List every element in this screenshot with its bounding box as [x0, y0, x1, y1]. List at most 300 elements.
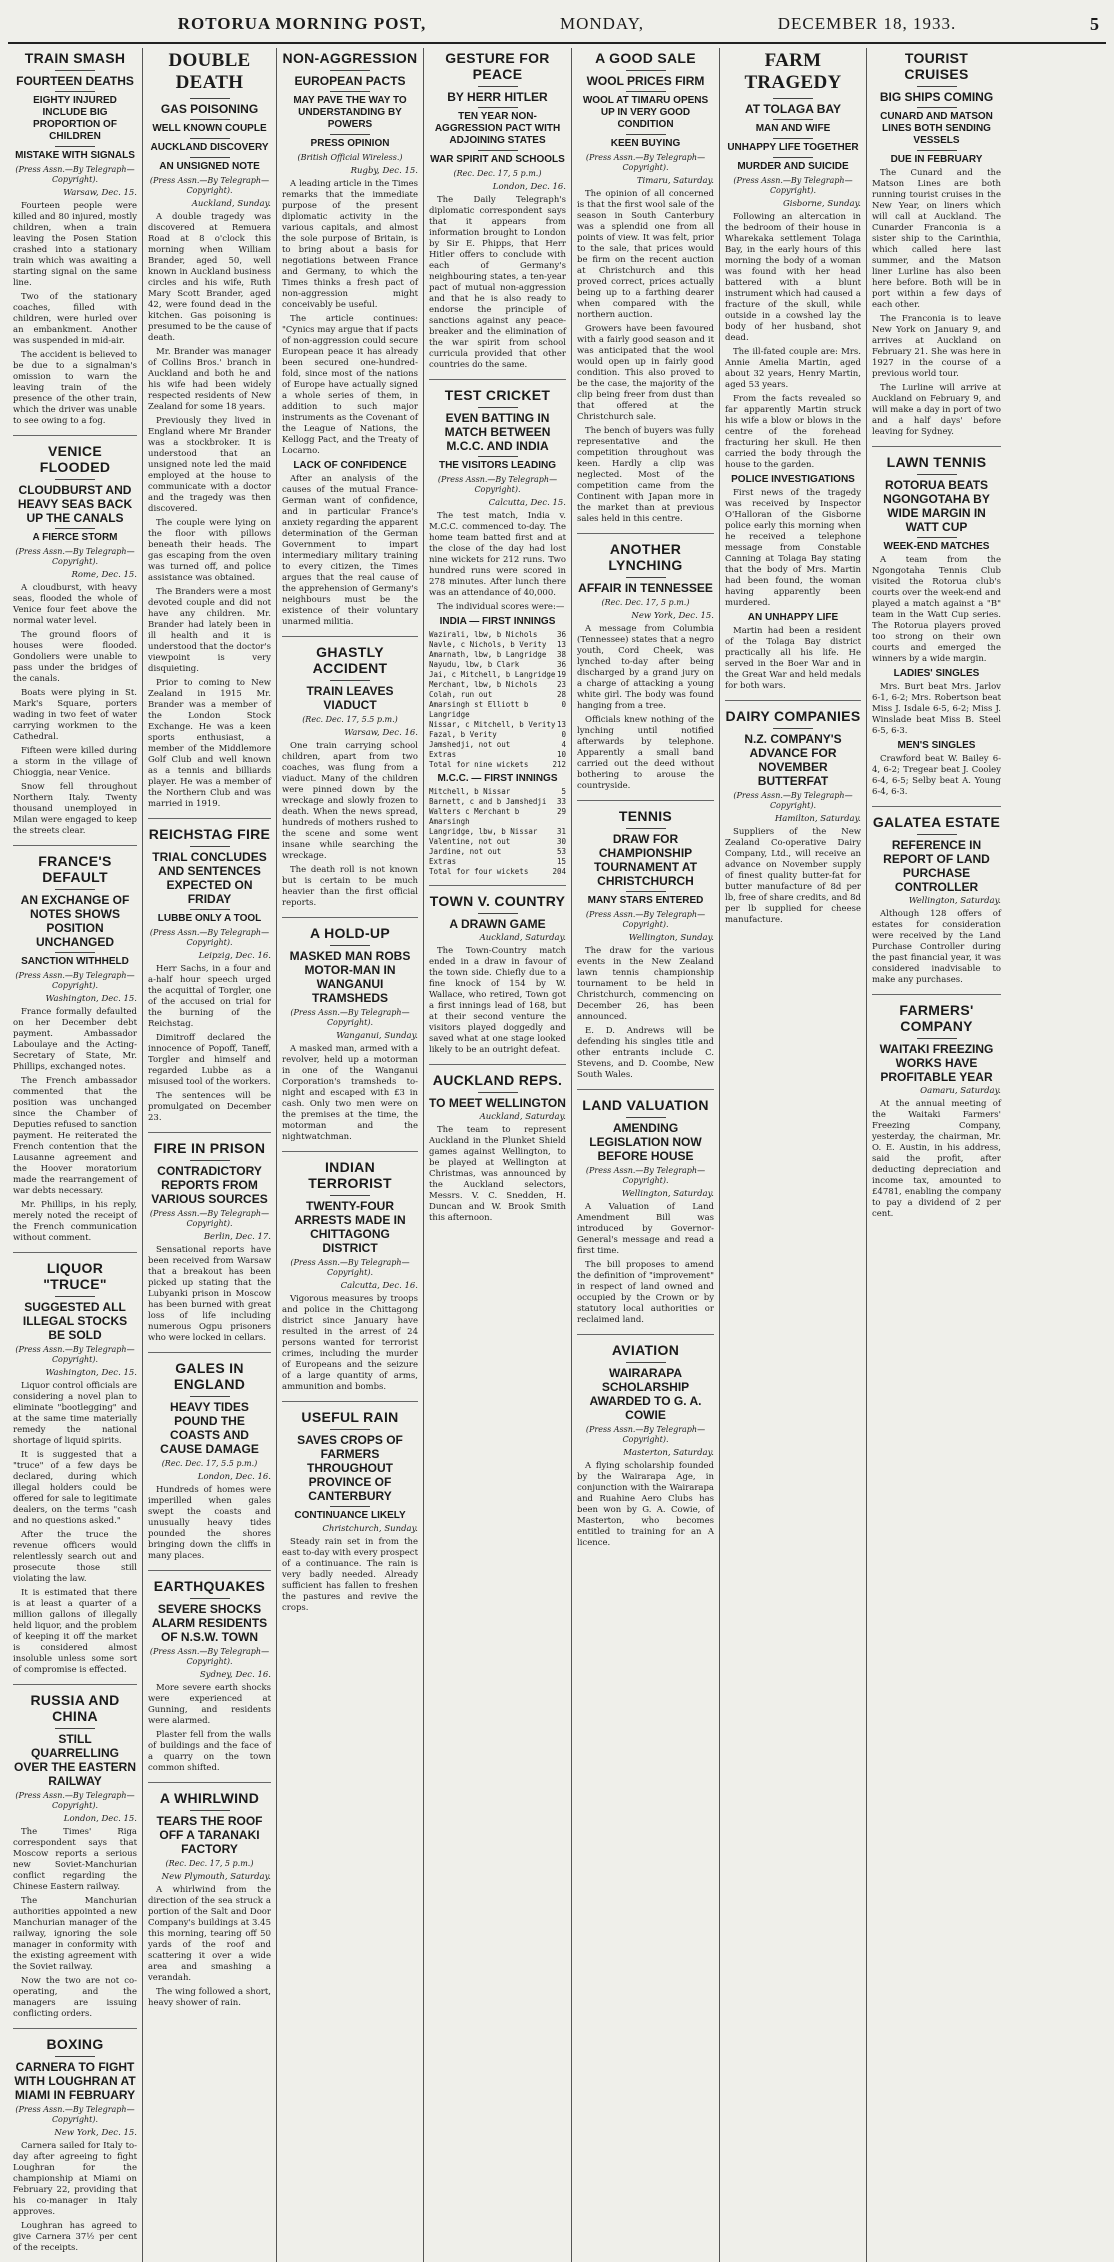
article-paragraph: The ground floors of houses were flooded. Gondoliers were unable to pass under the bridges of the canals.: [13, 630, 137, 684]
runs: 5: [561, 787, 566, 796]
article: [577, 50, 714, 525]
scorecard-row: [429, 807, 566, 827]
article-headline: TENNIS: [618, 808, 673, 824]
batsman: Mitchell, b Nissar: [429, 787, 511, 796]
divider: [330, 1195, 370, 1196]
article-headline: VENICE FLOODED: [39, 443, 111, 475]
dateline: Christchurch, Sunday.: [322, 1524, 418, 1534]
scorecard-row: [429, 650, 566, 660]
article-headline: FRANCE'S DEFAULT: [38, 853, 112, 885]
divider: [478, 107, 518, 108]
divider: [917, 1038, 957, 1039]
divider: [626, 1117, 666, 1118]
article-paragraph: The Daily Telegraph's diplomatic correspondent says that it appears from information brought to London by Sir E. Phipps, that Herr Hitler offers to conclude with each of Germany's neighbouring states, a ten-year pact of mutual non-aggression and that he is also ready to endorse the principle of sanctions against any peace-breaker and the elimination of the war spirit from school curricula provided that other countries do the same.: [429, 195, 566, 370]
scorecard-row: [429, 700, 566, 720]
scorecard: [429, 787, 566, 877]
article-headline: A GOOD SALE: [595, 50, 696, 66]
article-paragraph: Mr. Brander was manager of Collins Bros.' branch in Auckland and both he and his wife had been widely respected residents of New Zealand for some 18 years.: [148, 347, 271, 412]
scorecard-row: [429, 640, 566, 650]
wire-credit: (Press Assn.—By Telegraph—Copyright).: [585, 153, 706, 172]
divider: [917, 474, 957, 475]
runs: 28: [556, 690, 566, 699]
runs: 0: [561, 730, 566, 739]
runs: 204: [552, 867, 566, 876]
article-paragraph: Plaster fell from the walls of buildings and the face of a quarry on the town common shifted.: [148, 1730, 271, 1773]
dateline: Hamilton, Saturday.: [774, 814, 861, 824]
article-paragraph: The individual scores were:—: [437, 602, 565, 612]
article-subheading: EVEN BATTING IN MATCH BETWEEN M.C.C. AND INDIA: [444, 411, 551, 453]
article-paragraph: First news of the tragedy was received by Inspector O'Halloran of the Gisborne police early this morning when he received a telephone message from Constable Canning at Tolaga Bay stating that the body of Mrs. Martin had been found, the woman having apparently been murdered.: [725, 488, 861, 608]
wire-credit: (Press Assn.—By Telegraph—Copyright).: [290, 1008, 410, 1027]
article-subheading: EUROPEAN PACTS: [294, 74, 406, 88]
article-subheading: TO MEET WELLINGTON: [429, 1096, 566, 1110]
article-paragraph: The Franconia is to leave New York on January 9, and arrives at Auckland on February 21. She was here in 1927 in the course of a previous world tour.: [872, 314, 1001, 379]
article-paragraph: At the annual meeting of the Waitaki Farmers' Freezing Company, yesterday, the chairman, Mr. O. E. Austin, in his address, said the profit, after deducting depreciation and income tax, amounted to £4781, enabling the company to pay a dividend of 2 per cent.: [872, 1099, 1001, 1219]
divider: [917, 834, 957, 835]
divider: [55, 70, 95, 71]
divider: [330, 1506, 370, 1507]
dateline: New Plymouth, Saturday.: [161, 1872, 271, 1882]
article: [282, 1151, 418, 1393]
article: [148, 818, 271, 1124]
wire-credit: (Press Assn.—By Telegraph—Copyright).: [585, 910, 706, 929]
divider: [626, 134, 666, 135]
dateline: London, Dec. 16.: [492, 182, 566, 192]
article: [872, 446, 1001, 798]
wire-credit: (Press Assn.—By Telegraph—Copyright).: [15, 2105, 135, 2124]
article-paragraph: Following an altercation in the bedroom of their house in Wharekaka settlement Tolaga Bay, in the early hours of this morning the body of a woman was found with her head battered with a blunt instrument which had caused a fracture of the skull, while outside in a cowshed lay the body of her husband, shot dead.: [725, 212, 861, 343]
article: [577, 800, 714, 1081]
article-paragraph: The accident is believed to be due to a signalman's omission to warn the leaving train of the presence of the other train, which the driver was unable to see owing to a fog.: [13, 350, 137, 426]
runs: 30: [556, 837, 566, 846]
divider: [190, 909, 230, 910]
article-paragraph: The Times' Riga correspondent says that Moscow reports a serious new Soviet-Manchurian conflict regarding the Chinese Eastern railway.: [13, 1827, 137, 1892]
scorecard-row: [429, 797, 566, 807]
runs: 212: [552, 760, 566, 769]
article-paragraph: Snow fell throughout Northern Italy. Twenty thousand unemployed in Milan were engaged to keep the streets clear.: [13, 782, 137, 836]
runs: 33: [556, 797, 566, 806]
divider: [478, 456, 518, 457]
article-headline: AVIATION: [611, 1342, 680, 1358]
divider: [330, 134, 370, 135]
article-paragraph: The Branders were a most devoted couple and did not have any children. Mr. Brander had lately been in ill health and it is understood that the doctor's viewpoint is very disquieting.: [148, 587, 271, 674]
article-subheading: A DRAWN GAME: [449, 917, 546, 931]
article-subheading: MAY PAVE THE WAY TO UNDERSTANDING BY POWERS: [293, 95, 407, 130]
article-paragraph: The death roll is not known but is certain to be much heavier than the first official reports.: [282, 865, 418, 908]
batsman: Fazal, b Verity: [429, 730, 497, 739]
dateline: Washington, Dec. 15.: [45, 994, 137, 1004]
article: [148, 1782, 271, 2009]
article: [429, 1064, 566, 1224]
article: [148, 1132, 271, 1344]
divider: [773, 98, 813, 99]
article-subheading: SUGGESTED ALL ILLEGAL STOCKS BE SOLD: [22, 1300, 128, 1342]
article-headline: TRAIN SMASH: [24, 50, 126, 66]
divider: [190, 1598, 230, 1599]
scorecard-row: [429, 740, 566, 750]
article-subheading: MAN AND WIFE: [755, 123, 831, 134]
article-subheading: MISTAKE WITH SIGNALS: [15, 150, 135, 161]
article-paragraph: It is estimated that there is at least a quarter of a million gallons of illegally held liquor, and the problem of keeping it off the market is considered almost insoluble unless some sort of compromise is effected.: [13, 1588, 137, 1675]
section-subheading: AN UNHAPPY LIFE: [747, 612, 839, 623]
wire-credit: (Press Assn.—By Telegraph—Copyright).: [149, 176, 270, 195]
batsman: Barnett, c and b Jamshedji: [429, 797, 547, 806]
issue-date: DECEMBER 18, 1933.: [777, 14, 957, 33]
article-paragraph: The Cunard and the Matson Lines are both running tourist cruises in the New Year, on liners which will call at Auckland. The Cunarder Franconia is a sister ship to the Carinthia, which called here last summer, and the Matson liner Lurline has also been here before. Both will be in port within a few days of each other.: [872, 168, 1001, 310]
divider: [917, 107, 957, 108]
article-headline: LAWN TENNIS: [886, 454, 987, 470]
article-paragraph: Although 128 offers of estates for consideration were received by the Land Purchase Controller during the past financial year, it was considered inadvisable to make any purchases.: [872, 909, 1001, 985]
article: [13, 1252, 137, 1676]
dateline: Rome, Dec. 15.: [71, 570, 137, 580]
article: [13, 50, 137, 427]
article-subheading: UNHAPPY LIFE TOGETHER: [727, 142, 859, 153]
article: [13, 2028, 137, 2254]
scorecard-row: [429, 680, 566, 690]
article-headline: GALATEA ESTATE: [872, 814, 1001, 830]
scorecard-row: [429, 787, 566, 797]
article: [282, 1401, 418, 1614]
article-subheading: CONTRADICTORY REPORTS FROM VARIOUS SOURCES: [151, 1164, 268, 1206]
divider: [478, 1092, 518, 1093]
divider: [55, 479, 95, 480]
batsman: Extras: [429, 750, 457, 759]
runs: 23: [556, 680, 566, 689]
article-paragraph: A masked man, armed with a revolver, held up a motorman in one of the Wanganui Corporation's tramsheds to-night and escaped with £3 in cash. Only two men were on the premises at the time, the motorman and the nightwatchman.: [282, 1044, 418, 1142]
article-paragraph: France formally defaulted on her December debt payment. Ambassador Laboulaye and the Acting-Secretary of State, Mr. Phillips, exchanged notes.: [13, 1007, 137, 1072]
article-paragraph: One train carrying school children, apart from two coaches, was flung from a viaduct. Many of the children were pinned down by the wreckage and slowly frozen to death. When the news spread, hundreds of mothers rushed to the scene and some went insane while searching the wreckage.: [282, 741, 418, 861]
runs: 10: [556, 750, 566, 759]
article-headline: USEFUL RAIN: [301, 1409, 399, 1425]
divider: [773, 138, 813, 139]
batsman: Jai, c Mitchell, b Langridge: [429, 670, 556, 679]
article-paragraph: The wing followed a short, heavy shower of rain.: [148, 1987, 271, 2008]
divider: [478, 150, 518, 151]
divider: [55, 528, 95, 529]
article-paragraph: The couple were lying on the floor with pillows beneath their heads. The gas escaping from the oven was turned off, and police assistance was obtained.: [148, 518, 271, 583]
dateline: Oamaru, Saturday.: [920, 1086, 1001, 1096]
article: [725, 50, 861, 692]
divider: [478, 407, 518, 408]
article-subheading: MASKED MAN ROBS MOTOR-MAN IN WANGANUI TRAMSHEDS: [289, 949, 411, 1005]
scorecard-row: [429, 760, 566, 770]
article-headline: A HOLD-UP: [310, 925, 390, 941]
scorecard-row: [429, 867, 566, 877]
article: [429, 50, 566, 371]
dateline: Warsaw, Dec. 16.: [344, 728, 418, 738]
article-paragraph: E. D. Andrews will be defending his singles title and other entrants include C. Stevens, and D. Coombe, New South Wales.: [577, 1026, 714, 1080]
wire-credit: (Rec. Dec. 17, 5 p.m.): [601, 598, 690, 607]
runs: 36: [556, 630, 566, 639]
article-headline: GALES IN ENGLAND: [173, 1360, 246, 1392]
divider: [55, 1296, 95, 1297]
article-subheading: DRAW FOR CHAMPIONSHIP TOURNAMENT AT CHRISTCHURCH: [593, 832, 698, 888]
runs: 19: [556, 670, 566, 679]
article-subheading: FOURTEEN DEATHS: [16, 74, 134, 88]
wire-credit: (Press Assn.—By Telegraph—Copyright).: [15, 971, 135, 990]
article-subheading: TEARS THE ROOF OFF A TARANAKI FACTORY: [156, 1814, 263, 1856]
batsman: Wazirali, lbw, b Nichols: [429, 630, 538, 639]
dateline: New York, Dec. 15.: [631, 611, 714, 621]
article-subheading: MURDER AND SUICIDE: [737, 161, 849, 172]
batsman: Colah, run out: [429, 690, 493, 699]
article-paragraph: A flying scholarship founded by the Wairarapa Age, in conjunction with the Wairarapa and Ruahine Aero Clubs has been won by G. A. Cowie, of Masterton, who becomes entitled to training for an A licence.: [577, 1461, 714, 1548]
article-headline: TOURIST CRUISES: [904, 50, 969, 82]
article-paragraph: Steady rain set in from the east to-day with every prospect of a continuance. The rain is very badly needed. Already sufficient has fallen to freshen the pastures and revive the crops.: [282, 1537, 418, 1613]
batsman: Navle, c Nichols, b Verity: [429, 640, 547, 649]
batsman: Merchant, lbw, b Nichols: [429, 680, 538, 689]
divider: [626, 91, 666, 92]
article: [429, 885, 566, 1056]
divider: [190, 138, 230, 139]
section-subheading: LACK OF CONFIDENCE: [293, 460, 407, 471]
scorecard-row: [429, 690, 566, 700]
batsman: Langridge, lbw, b Nissar: [429, 827, 538, 836]
article-paragraph: The bill proposes to amend the definition of "improvement" in respect of land owned and occupied by the Crown or by statutory local authorities or reclaimed land.: [577, 1260, 714, 1325]
runs: 15: [556, 857, 566, 866]
runs: 53: [556, 847, 566, 856]
article-subheading: WAIRARAPA SCHOLARSHIP AWARDED TO G. A. COWIE: [589, 1366, 702, 1422]
article-subheading: TEN YEAR NON-AGGRESSION PACT WITH ADJOINING STATES: [434, 111, 561, 146]
dateline: Auckland, Sunday.: [191, 199, 271, 209]
wire-credit: (Rec. Dec. 17, 5.5 p.m.): [161, 1459, 258, 1468]
runs: 4: [561, 740, 566, 749]
wire-credit: (Press Assn.—By Telegraph—Copyright).: [149, 1209, 270, 1228]
section-subheading: MEN'S SINGLES: [897, 740, 976, 751]
article-subheading: TWENTY-FOUR ARRESTS MADE IN CHITTAGONG DISTRICT: [294, 1199, 406, 1255]
article-paragraph: Herr Sachs, in a four and a-half hour speech urged the acquittal of Torgler, one of the accused on trial for the burning of the Reichstag.: [148, 964, 271, 1029]
divider: [55, 889, 95, 890]
article-paragraph: Now the two are not co-operating, and the managers are issuing conflicting orders.: [13, 1976, 137, 2019]
article-subheading: AN EXCHANGE OF NOTES SHOWS POSITION UNCHANGED: [20, 893, 130, 949]
article-subheading: CLOUDBURST AND HEAVY SEAS BACK UP THE CANALS: [17, 483, 133, 525]
article-paragraph: The Manchurian authorities appointed a new Manchurian manager of the railway, ignoring the sole manager in conformity with the existing agreement with the Soviet railway.: [13, 1896, 137, 1972]
article-headline: EARTHQUAKES: [153, 1578, 266, 1594]
article-paragraph: The draw for the various events in the New Zealand lawn tennis championship tournament to be held in Christchurch, commencing on December 26, has been announced.: [577, 946, 714, 1022]
divider: [55, 952, 95, 953]
article-subheading: MANY STARS ENTERED: [587, 895, 704, 906]
divider: [626, 577, 666, 578]
article-subheading: LUBBE ONLY A TOOL: [157, 913, 262, 924]
divider: [55, 91, 95, 92]
wire-credit: (Press Assn.—By Telegraph—Copyright).: [585, 1425, 706, 1444]
batsman: Nissar, c Mitchell, b Verity: [429, 720, 556, 729]
article-subheading: WAR SPIRIT AND SCHOOLS: [430, 154, 565, 165]
scorecard-title: INDIA — FIRST INNINGS: [439, 616, 556, 627]
article-subheading: ROTORUA BEATS NGONGOTAHA BY WIDE MARGIN IN WATT CUP: [883, 478, 990, 534]
article-paragraph: A message from Columbia (Tennessee) states that a negro youth, Cord Cheek, was lynched to-day after being discharged by a grand jury on a charge of attacking a young white girl. The body was found hanging from a tree.: [577, 624, 714, 711]
article-subheading: AUCKLAND DISCOVERY: [150, 142, 269, 153]
article-paragraph: The Lurline will arrive at Auckland on February 9, and will make a day in port of two and a half days' before leaving for Sydney.: [872, 383, 1001, 437]
article-paragraph: After an analysis of the causes of the mutual France-German want of confidence, and in particular France's anxiety regarding the apparent determination of the German Government to impart intermediary military training to every citizen, the Times argues that the real cause of the apprehension of Germany's neighbours must be the existence of their voluntary unarmed militia.: [282, 474, 418, 627]
divider: [917, 150, 957, 151]
article-paragraph: The bench of buyers was fully representative and the competition throughout was keen. Hardly a clip was neglected. Most of the competition came from the Continent with Japan more in the market than at previous sales held in this centre.: [577, 426, 714, 524]
article: [872, 994, 1001, 1220]
article-paragraph: Martin had been a resident of the Tolaga Bay district practically all his life. He served in the Boer War and in the Great War and held medals for both wars.: [725, 626, 861, 691]
wire-credit: (Rec. Dec. 17, 5.5 p.m.): [302, 715, 398, 724]
article-paragraph: The opinion of all concerned is that the first wool sale of the season in South Canterbury was a splendid one from all points of view. It was felt, prior to the sale, that prices would be firm on the recent auction at Christchurch and this proved correct, prices actually being up to a farthing dearer when compared with the northern auction.: [577, 189, 714, 320]
divider: [330, 1429, 370, 1430]
runs: 36: [556, 660, 566, 669]
article-headline: AUCKLAND REPS.: [432, 1072, 563, 1088]
dateline: Warsaw, Dec. 15.: [63, 188, 137, 198]
scorecard-title: M.C.C. — FIRST INNINGS: [437, 773, 558, 784]
divider: [773, 157, 813, 158]
batsman: Jardine, not out: [429, 847, 502, 856]
article-headline: ANOTHER LYNCHING: [608, 541, 683, 573]
article-subheading: WELL KNOWN COUPLE: [152, 123, 267, 134]
dateline: Wellington, Saturday.: [621, 1189, 714, 1199]
column-7: [867, 48, 1006, 2262]
article: [725, 700, 861, 926]
article-headline: REICHSTAG FIRE: [148, 826, 271, 842]
wire-credit: (Press Assn.—By Telegraph—Copyright).: [585, 1166, 706, 1185]
article-paragraph: Prior to coming to New Zealand in 1915 Mr. Brander was a member of the London Stock Exchange. He was a keen sports enthusiast, a member of the Middlemore Golf Club and well known as a tennis and billiards player. He was a member of the Northern Club and was married in 1919.: [148, 678, 271, 809]
article-subheading: WOOL PRICES FIRM: [586, 74, 705, 88]
scorecard-row: [429, 847, 566, 857]
article-subheading: TRIAL CONCLUDES AND SENTENCES EXPECTED ON FRIDAY: [152, 850, 267, 906]
article-paragraph: The test match, India v. M.C.C. commenced to-day. The home team batted first and at the close of the day had lost nine wickets for 212 runs. Two hundred runs were scored in 278 minutes. After lunch there was an attendance of 40,000.: [429, 511, 566, 598]
divider: [190, 1810, 230, 1811]
article-headline: DOUBLE DEATH: [168, 50, 251, 93]
article-subheading: A FIERCE STORM: [32, 532, 118, 543]
article-subheading: GAS POISONING: [160, 102, 259, 116]
wire-credit: (Press Assn.—By Telegraph—Copyright).: [15, 547, 135, 566]
column-6: [720, 48, 867, 2262]
runs: 29: [556, 807, 566, 816]
article-subheading: DUE IN FEBRUARY: [890, 154, 983, 165]
article-subheading: PRESS OPINION: [310, 138, 390, 149]
article: [282, 636, 418, 909]
scorecard-row: [429, 730, 566, 740]
batsman: Walters c Merchant b Amarsingh: [429, 807, 520, 826]
article-paragraph: Two of the stationary coaches, filled with children, were hurled over an embankment. Another was suspended in mid-air.: [13, 292, 137, 346]
dateline: Auckland, Saturday.: [479, 933, 566, 943]
dateline: Timaru, Saturday.: [636, 176, 714, 186]
dateline: Gisborne, Sunday.: [782, 199, 861, 209]
divider: [626, 1362, 666, 1363]
divider: [330, 945, 370, 946]
dateline: London, Dec. 15.: [63, 1814, 137, 1824]
article-paragraph: Liquor control officials are considering a novel plan to eliminate "bootlegging" and at the same time materially remedy the national shortage of liquid spirits.: [13, 1381, 137, 1446]
scorecard-row: [429, 837, 566, 847]
article-paragraph: Fourteen people were killed and 80 injured, mostly children, when a train leaving the Posen Station crashed into a stationary train which was awaiting a starting signal on the same line.: [13, 201, 137, 288]
scorecard-row: [429, 827, 566, 837]
divider: [190, 1160, 230, 1161]
wire-credit: (Press Assn.—By Telegraph—Copyright).: [15, 1791, 135, 1810]
article-paragraph: Fifteen were killed during a storm in the village of Chioggia, near Venice.: [13, 746, 137, 778]
wire-credit: (Rec. Dec. 17, 5 p.m.): [165, 1859, 254, 1868]
article-paragraph: Hundreds of homes were imperilled when gales swept the coasts and unusually heavy tides pounded the shores bringing down the cliffs in many places.: [148, 1485, 271, 1561]
scorecard-row: [429, 630, 566, 640]
article-paragraph: The article continues: "Cynics may argue that if pacts of non-aggression could secure European peace it has already been secured one-hundred-fold, since most of the nations of Europe have actually signed a whole series of them, in addition to such major instruments as the Covenant of the League of Nations, the Kellogg Pact, and the Treaty of Locarno.: [282, 314, 418, 456]
wire-credit: (British Official Wireless.): [297, 153, 403, 162]
article-paragraph: From the facts revealed so far apparently Martin struck his wife a blow or blows in the centre of the forehead fracturing her skull. He then carried the body through the house to the garden.: [725, 394, 861, 470]
wire-credit: (Press Assn.—By Telegraph—Copyright).: [149, 1647, 270, 1666]
runs: 31: [556, 827, 566, 836]
article-paragraph: Vigorous measures by troops and police in the Chittagong district since January have resulted in the arrest of 24 persons wanted for terrorist crimes, including the murder of Europeans and the seizure of a large quantity of arms, ammunition and bombs.: [282, 1294, 418, 1392]
scorecard-row: [429, 660, 566, 670]
batsman: Jamshedji, not out: [429, 740, 511, 749]
batsman: Total for four wickets: [429, 867, 529, 876]
article-paragraph: Crawford beat W. Bailey 6-4, 6-2; Tregear beat J. Cooley 6-4, 6-5; Selby beat A. Young 6-4, 6-3.: [872, 754, 1001, 797]
article-subheading: AMENDING LEGISLATION NOW BEFORE HOUSE: [589, 1121, 702, 1163]
article-paragraph: After the truce the revenue officers would relentlessly search out and prosecute those still violating the law.: [13, 1530, 137, 1584]
article-headline: TOWN V. COUNTRY: [429, 893, 566, 909]
article-paragraph: A double tragedy was discovered at Remuera Road at 8 o'clock this morning when William Brander, aged 50, well known in Auckland business circles and his wife, Ruth Mary Scott Brander, aged 42, were found dead in the kitchen. Gas poisoning is presumed to be the cause of death.: [148, 212, 271, 343]
article: [13, 1684, 137, 2020]
article: [148, 1352, 271, 1562]
divider: [190, 119, 230, 120]
article-subheading: CARNERA TO FIGHT WITH LOUGHRAN AT MIAMI IN FEBRUARY: [14, 2060, 136, 2102]
article-subheading: AT TOLAGA BAY: [744, 102, 841, 116]
article-paragraph: More severe earth shocks were experienced at Gunning, and residents were alarmed.: [148, 1683, 271, 1726]
column-2: [143, 48, 277, 2262]
runs: 13: [556, 720, 566, 729]
paper-title: ROTORUA MORNING POST,: [177, 14, 427, 33]
divider: [330, 680, 370, 681]
divider: [626, 828, 666, 829]
wire-credit: (Press Assn.—By Telegraph—Copyright).: [733, 176, 853, 195]
article-headline: FARMERS' COMPANY: [899, 1002, 974, 1034]
dateline: Rugby, Dec. 15.: [350, 166, 418, 176]
column-5: [572, 48, 720, 2262]
divider: [190, 98, 230, 99]
divider: [917, 537, 957, 538]
article: [282, 50, 418, 628]
article-headline: LAND VALUATION: [582, 1097, 709, 1113]
scorecard-row: [429, 857, 566, 867]
dateline: Wanganui, Sunday.: [336, 1031, 418, 1041]
divider: [190, 846, 230, 847]
article-paragraph: A whirlwind from the direction of the sea struck a portion of the Salt and Door Company's buildings at 3.45 this morning, tearing off 50 yards of the roof and scattering it over a wide area and smashing a verandah.: [148, 1885, 271, 1983]
divider: [478, 913, 518, 914]
article: [282, 917, 418, 1143]
article-subheading: REFERENCE IN REPORT OF LAND PURCHASE CONTROLLER: [883, 838, 990, 894]
divider: [478, 86, 518, 87]
batsman: Total for nine wickets: [429, 760, 529, 769]
article-paragraph: Mrs. Burt beat Mrs. Jarlov 6-1, 6-2; Mrs. Robertson beat Miss J. Isdale 6-5, 6-2; Miss J. Winslade beat Miss B. Steel 6-5, 6-3.: [872, 682, 1001, 736]
dateline: Wellington, Sunday.: [628, 933, 714, 943]
batsman: Extras: [429, 857, 457, 866]
dateline: Leipzig, Dec. 16.: [198, 951, 271, 961]
article-paragraph: Growers have been favoured with a fairly good season and it was anticipated that the wool would open up in fairly good condition. This also proved to be the case, the majority of the clip being freer from dust than that offered at the Christchurch sale.: [577, 324, 714, 422]
divider: [626, 70, 666, 71]
divider: [626, 891, 666, 892]
article-subheading: WAITAKI FREEZING WORKS HAVE PROFITABLE YEAR: [879, 1042, 994, 1084]
runs: 0: [561, 700, 566, 709]
article-subheading: WOOL AT TIMARU OPENS UP IN VERY GOOD CONDITION: [582, 95, 709, 130]
section-subheading: LADIES' SINGLES: [893, 668, 980, 679]
masthead: [8, 6, 1106, 44]
article: [148, 50, 271, 810]
article-subheading: SAVES CROPS OF FARMERS THROUGHOUT PROVINCE OF CANTERBURY: [297, 1433, 403, 1503]
article-paragraph: Officials knew nothing of the lynching until notified afterwards by telephone. Apparently a small band carried out the deed without bothering to arouse the countryside.: [577, 715, 714, 791]
dateline: London, Dec. 16.: [197, 1472, 271, 1482]
article: [872, 50, 1001, 438]
wire-credit: (Rec. Dec. 17, 5 p.m.): [453, 169, 542, 178]
article: [13, 435, 137, 837]
article-paragraph: Boats were plying in St. Mark's Square, porters wading in two feet of water carrying workmen to the Cathedral.: [13, 688, 137, 742]
batsman: Nayudu, lbw, b Clark: [429, 660, 520, 669]
dateline: Berlin, Dec. 17.: [203, 1232, 271, 1242]
article-paragraph: A Valuation of Land Amendment Bill was introduced by Governor-General's message and read a first time.: [577, 1202, 714, 1256]
article-paragraph: It is suggested that a "truce" of a few days be declared, during which illegal holders could be offered for sale to legitimate dealers, on the terms "cash and no questions asked.": [13, 1450, 137, 1526]
divider: [917, 86, 957, 87]
article-paragraph: Mr. Phillips, in his reply, merely noted the receipt of the French communication without comment.: [13, 1200, 137, 1243]
wire-credit: (Press Assn.—By Telegraph—Copyright).: [149, 928, 270, 947]
issue-day: MONDAY,: [559, 14, 644, 33]
